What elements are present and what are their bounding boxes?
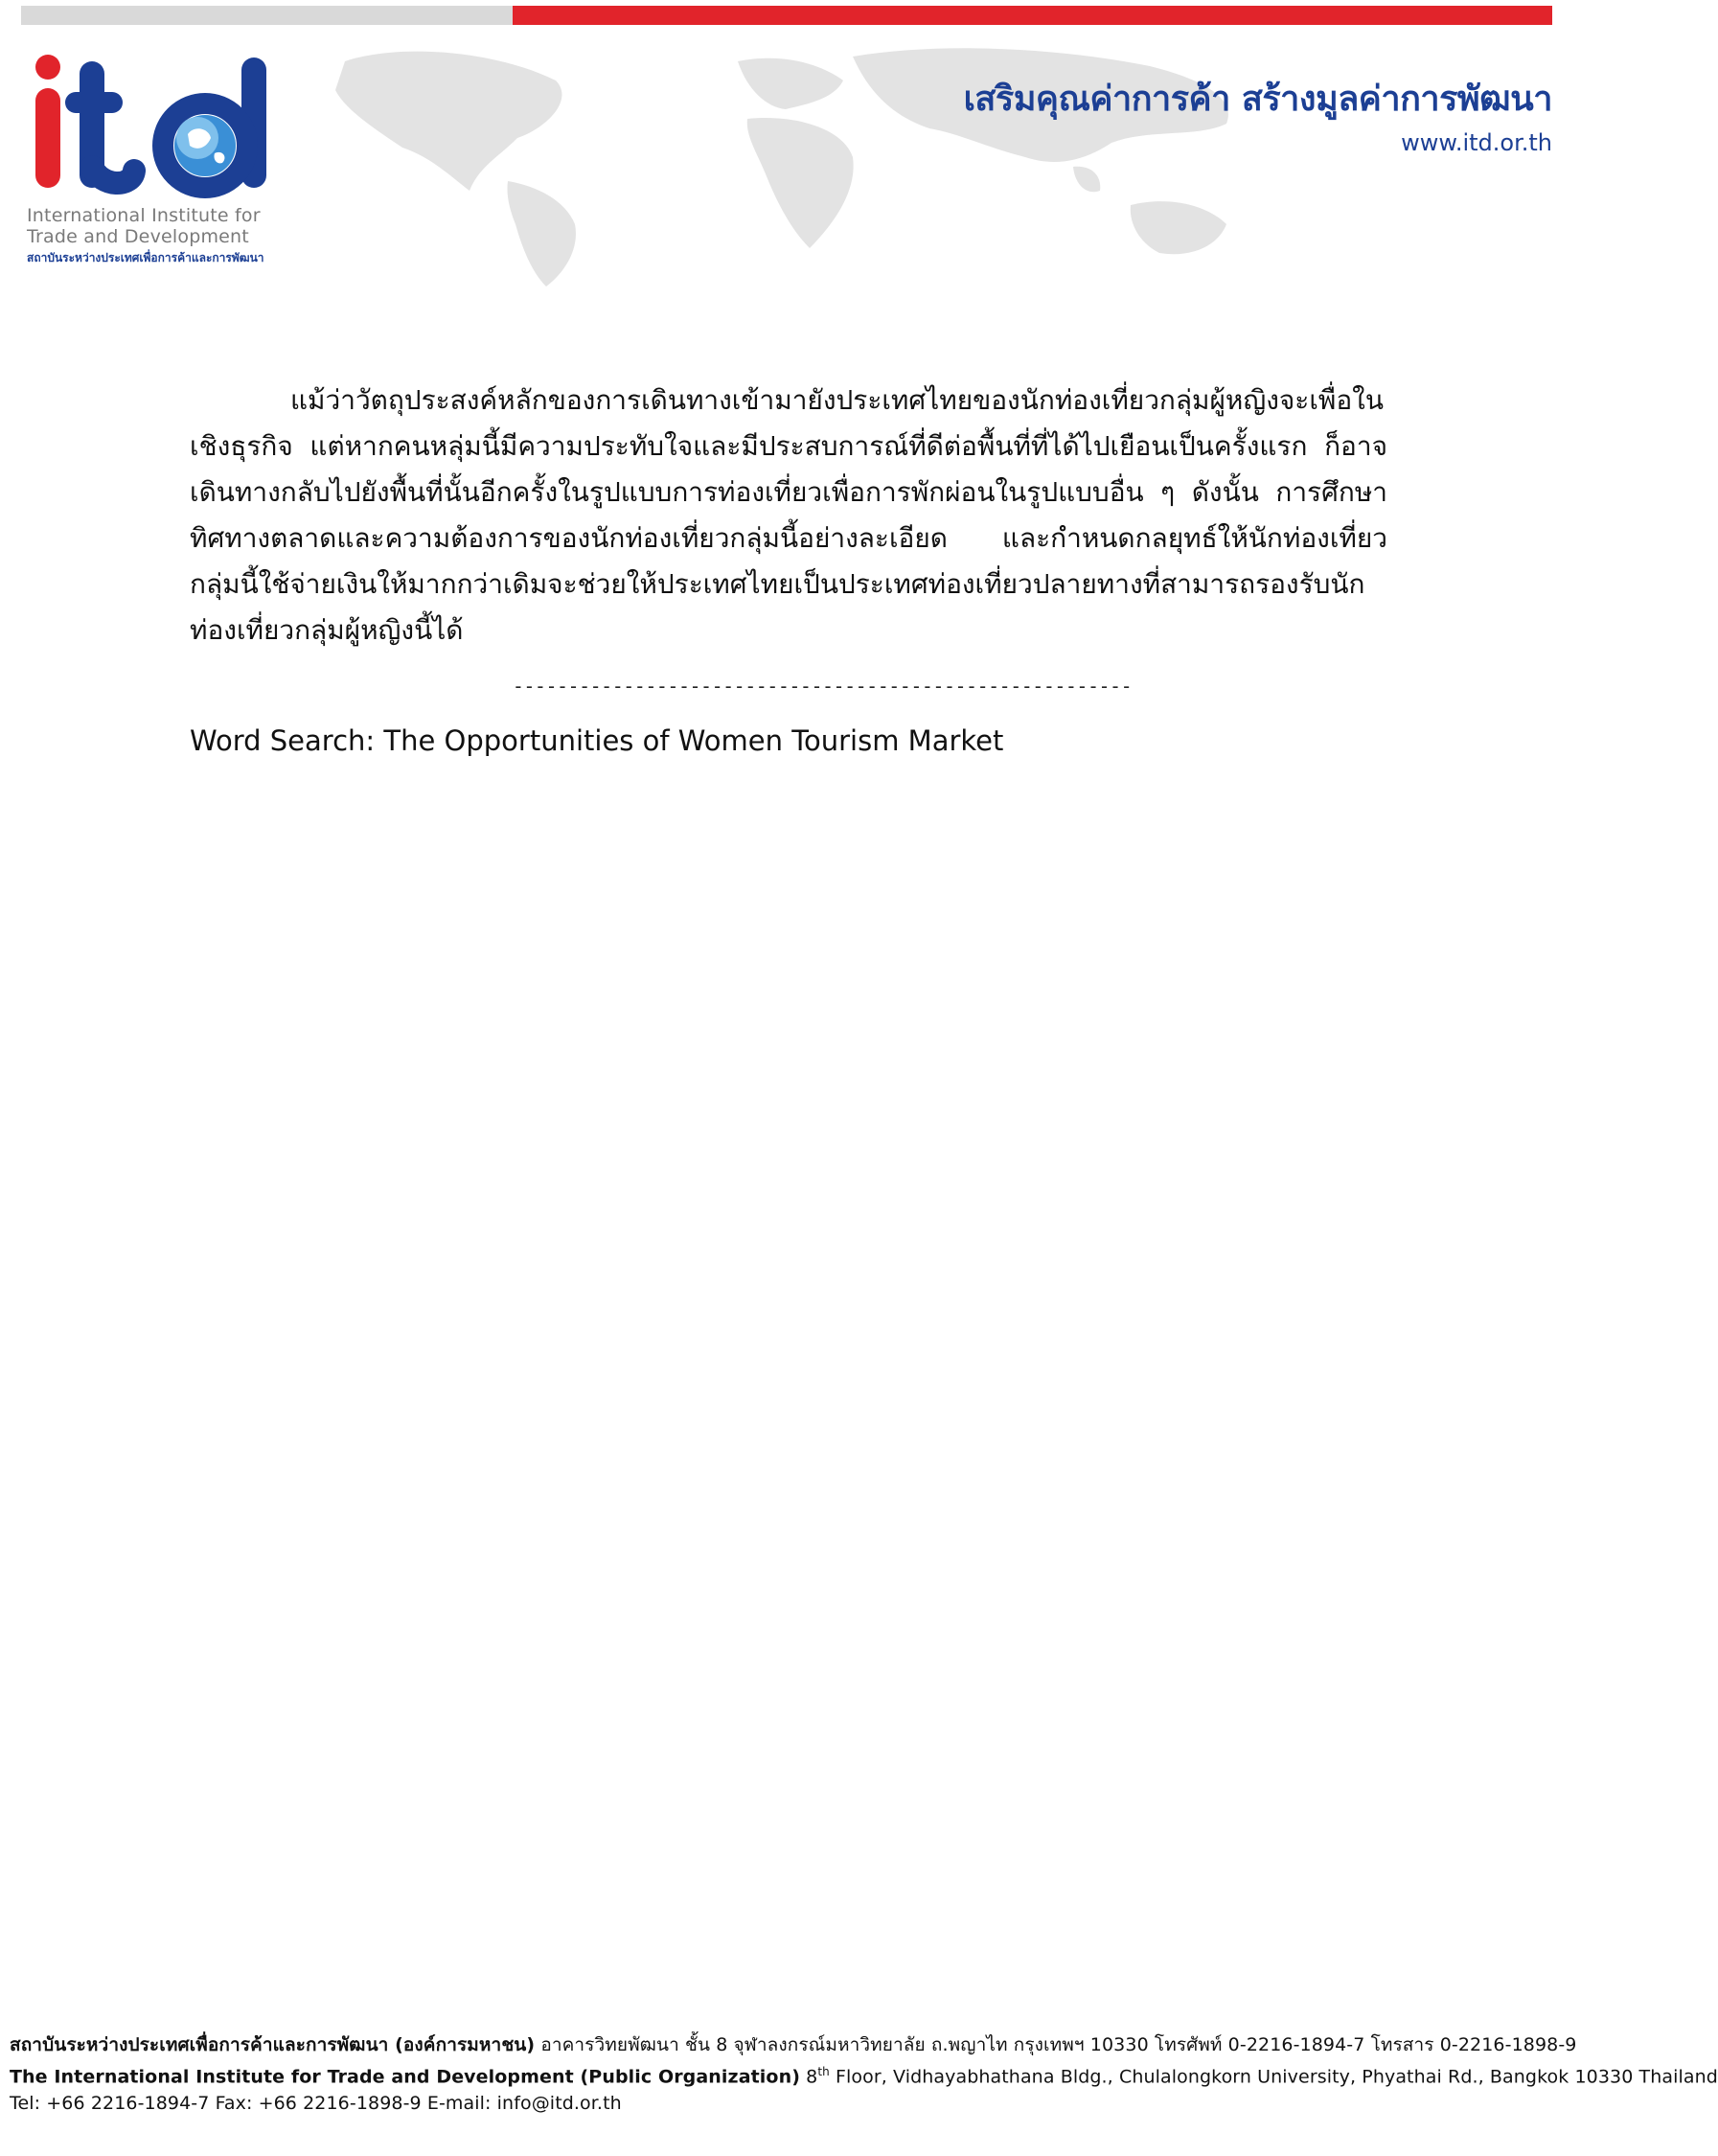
footer-floor: 8	[799, 2066, 818, 2088]
footer-english-details: Floor, Vidhayabhathana Bldg., Chulalongkorn University, Phyathai Rd., Bangkok 10330 Thailand	[829, 2066, 1718, 2088]
footer-contact: Tel: +66 2216-1894-7 Fax: +66 2216-1898-9 E-mail: info@itd.or.th	[10, 2093, 622, 2115]
document-body	[190, 378, 1387, 757]
footer-thai-org: สถาบันระหว่างประเทศเพื่อการค้าและการพัฒนา (องค์การมหาชน)	[10, 2034, 536, 2055]
header-bar-red	[513, 6, 1552, 25]
word-search-title: Word Search: The Opportunities of Women Tourism Market	[190, 724, 1004, 757]
document-footer	[10, 2031, 1718, 2117]
footer-thai-details: อาคารวิทยพัฒนา ชั้น 8 จุฬาลงกรณ์มหาวิทยาลัย ถ.พญาไท กรุงเทพฯ 10330 โทรศัพท์ 0-2216-1894-7 โทรสาร 0-2216-1898-9	[535, 2034, 1577, 2055]
logo-text-thai: สถาบันระหว่างประเทศเพื่อการค้าและการพัฒนา	[27, 251, 264, 264]
header-slogan	[964, 71, 1552, 156]
header-bar-gray	[21, 6, 513, 25]
itd-logo	[27, 54, 305, 274]
footer-english-org: The International Institute for Trade and Development (Public Organization)	[10, 2066, 800, 2088]
world-map-background	[287, 23, 1552, 291]
section-separator: --------------------------------------------------------	[512, 675, 1133, 698]
logo-text-line2: Trade and Development	[27, 226, 249, 247]
website-url[interactable]: www.itd.or.th	[1401, 129, 1552, 156]
slogan-text: เสริมคุณค่าการค้า สร้างมูลค่าการพัฒนา	[963, 80, 1552, 119]
footer-english-address	[10, 2058, 1718, 2090]
footer-floor-suffix: th	[817, 2065, 830, 2078]
logo-text-line1: International Institute for	[27, 205, 261, 226]
itd-logo-mark	[27, 54, 276, 197]
footer-thai-address	[10, 2031, 1577, 2058]
body-paragraph: แม้ว่าวัตถุประสงค์หลักของการเดินทางเข้ามายังประเทศไทยของนักท่องเที่ยวกลุ่มผู้หญิงจะเพื่อในเชิงธุรกิจ แต่หากคนหลุ่มนี้มีความประทับใจและมีประสบการณ์ที่ดีต่อพื้นที่ที่ได้ไปเยือนเป็นครั้งแรก ก็อาจเดินทางกลับไปยังพื้นที่นั้นอีกครั้งในรูปแบบการท่องเที่ยวเพื่อการพักผ่อนในรูปแบบอื่น ๆ ดังนั้น การศึกษาทิศทางตลาดและความต้องการของนักท่องเที่ยวกลุ่มนี้อย่างละเอียด และกำหนดกลยุทธ์ให้นักท่องเที่ยวกลุ่มนี้ใช้จ่ายเงินให้มากกว่าเดิมจะช่วยให้ประเทศไทยเป็นประเทศท่องเที่ยวปลายทางที่สามารถรองรับนักท่องเที่ยวกลุ่มผู้หญิงนี้ได้	[190, 384, 1387, 646]
